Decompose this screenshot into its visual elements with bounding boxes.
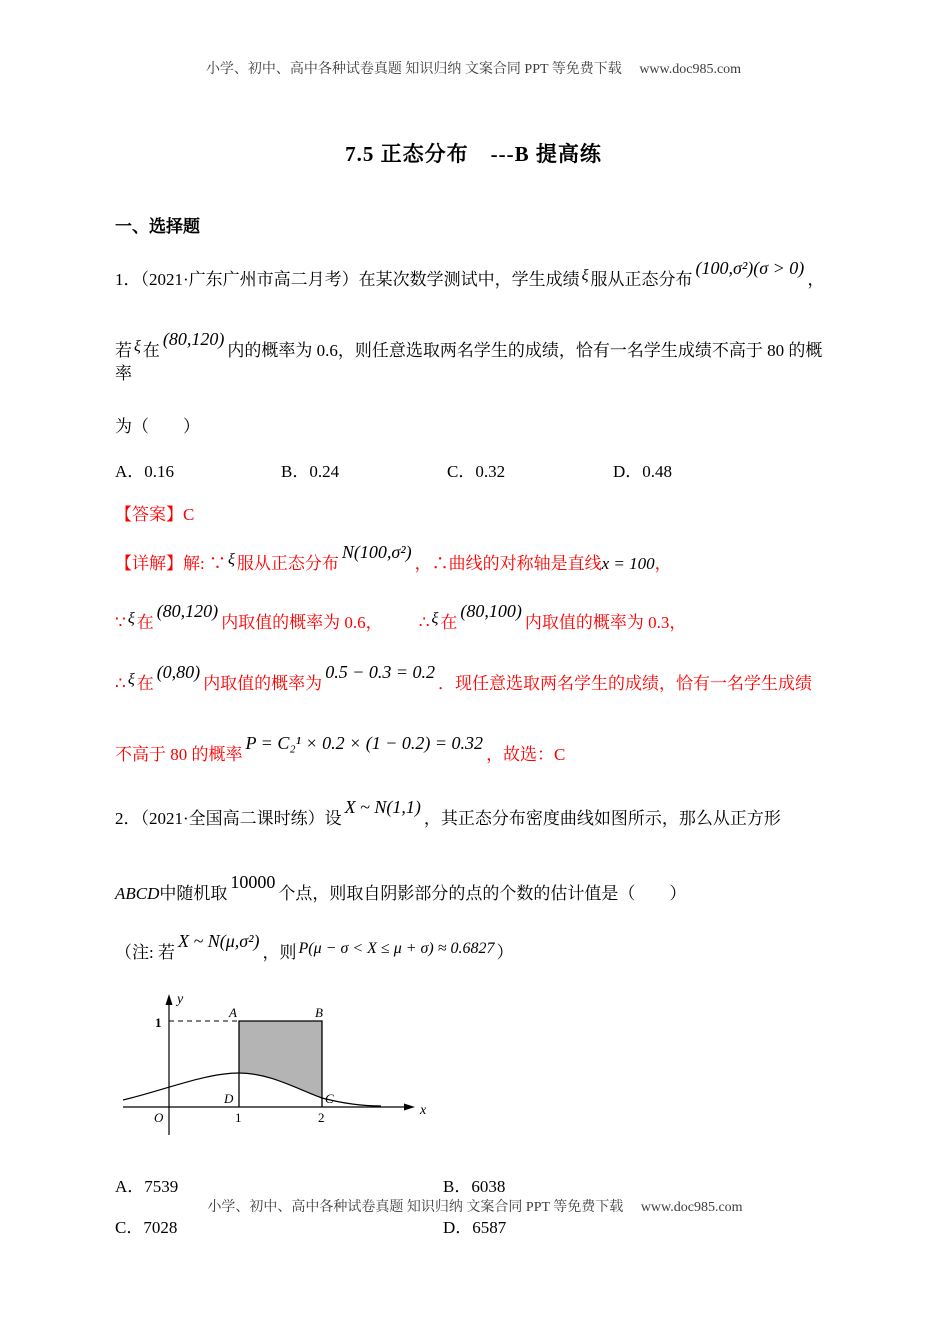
d3-therefore: ∴ <box>115 673 126 693</box>
d1-text-1: 服从正态分布 <box>236 553 339 573</box>
d2-xi-2: ξ <box>431 609 439 627</box>
d2-interval-2: (80,100) <box>460 600 522 621</box>
q1-option-c: C．0.32 <box>447 461 506 481</box>
q2-note-mid: ，则 <box>262 943 297 963</box>
d2-xi-1: ξ <box>127 609 135 627</box>
answer-value: C <box>183 504 195 524</box>
d4-text-2: ，故选：C <box>486 744 566 764</box>
x-tick-1: 1 <box>235 1110 242 1126</box>
density-curve <box>123 1073 381 1106</box>
d3-text-1: 内取值的概率为 <box>203 673 323 693</box>
d1-text-3: ， <box>654 553 672 573</box>
q2-abcd: ABCD <box>115 884 160 904</box>
d3-interval: (0,80) <box>156 661 201 682</box>
d4-text-1: 不高于 80 的概率 <box>115 744 243 764</box>
detail-tag: 【详解】解: ∵ <box>115 553 226 573</box>
q2-option-a: A．7539 <box>115 1177 179 1197</box>
q1-cond-xi: ξ <box>134 337 141 355</box>
q1-intro-text: 1．（2021·广东广州市高二月考）在某次数学测试中，学生成绩 <box>115 270 580 289</box>
q1-answer-line <box>115 504 832 527</box>
q2-note-pre: （注: 若 <box>115 943 175 963</box>
normal-curve-svg <box>117 989 427 1141</box>
question-1-intro <box>115 258 832 292</box>
d2-text-2: 内取值的概率为 0.3， <box>524 612 687 632</box>
question-2-line-2 <box>115 872 832 906</box>
q2-intro-rest: ，其正态分布密度曲线如图所示，那么从正方形 <box>423 809 781 829</box>
q2-distribution-formula: X ~ N(1,1) <box>344 797 421 818</box>
page-header <box>115 58 832 78</box>
d2-zai-2: 在 <box>440 612 458 632</box>
d1-xi: ξ <box>227 550 235 568</box>
d2-because: ∵ <box>115 612 126 632</box>
x-axis-label: x <box>420 1103 427 1119</box>
point-b-label: B <box>315 1005 323 1021</box>
q1-detail-line-4 <box>115 732 832 767</box>
answer-label: 【答案】 <box>115 504 183 524</box>
y-tick-1: 1 <box>155 1015 162 1031</box>
q2-options-row-2 <box>115 1213 832 1238</box>
x-tick-2: 2 <box>318 1110 325 1126</box>
y-axis-arrow <box>166 994 173 1005</box>
d2-text-1: 内取值的概率为 0.6， <box>221 612 383 632</box>
q1-option-d: D．0.48 <box>613 461 673 481</box>
q2-intro-pre: 2．（2021·全国高二课时练）设 <box>115 809 342 829</box>
q1-option-a: A．0.16 <box>115 461 175 481</box>
q1-xi-symbol: ξ <box>581 267 589 284</box>
d2-interval-1: (80,120) <box>156 600 219 621</box>
d4-formula: P = C₂¹ × 0.2 × (1 − 0.2) = 0.32 <box>245 732 484 753</box>
q2-sample-count: 10000 <box>230 872 276 893</box>
q1-detail-line-3 <box>115 661 832 696</box>
d1-text-2: ，∴曲线的对称轴是直线 <box>414 553 602 573</box>
x-axis-arrow <box>404 1104 415 1111</box>
section-heading: 一、选择题 <box>115 217 200 236</box>
question-1-condition <box>115 328 832 386</box>
q2-note-end: ） <box>496 943 514 963</box>
d3-formula: 0.5 − 0.3 = 0.2 <box>325 661 435 682</box>
page-footer <box>0 1196 950 1216</box>
d1-formula-1: N(100,σ²) <box>341 541 412 562</box>
q2-line2-rest: 个点，则取自阴影部分的点的个数的估计值是（ ） <box>278 884 687 904</box>
point-d-label: D <box>224 1091 234 1107</box>
q2-note-formula-2: P(μ − σ < X ≤ μ + σ) ≈ 0.6827 <box>298 940 495 958</box>
q1-cond-ruo: 若 <box>115 340 132 360</box>
header-site-link[interactable]: www.doc985.com <box>639 62 742 77</box>
normal-curve-figure <box>117 989 832 1146</box>
q1-cond-zai: 在 <box>142 340 160 360</box>
q1-cond-rest: 内的概率为 0.6，则任意选取两名学生的成绩，恰有一名学生成绩不高于 80 的概率 <box>115 340 823 383</box>
origin-label: O <box>154 1110 164 1126</box>
document-title: 7.5 正态分布 ---B 提高练 <box>345 142 602 166</box>
q2-option-d: D．6587 <box>443 1218 507 1238</box>
y-axis-label: y <box>177 992 184 1008</box>
q1-cond-interval: (80,120) <box>162 328 225 349</box>
q1-option-b: B．0.24 <box>281 461 340 481</box>
q2-option-c: C．7028 <box>115 1218 178 1238</box>
q2-option-b: B．6038 <box>443 1177 506 1197</box>
d2-zai-1: 在 <box>136 612 154 632</box>
point-c-label: C <box>325 1091 334 1107</box>
header-text: 小学、初中、高中各种试卷真题 知识归纳 文案合同 PPT 等免费下载 <box>205 62 622 77</box>
d1-formula-2: x = 100 <box>601 553 655 573</box>
footer-site-link[interactable]: www.doc985.com <box>640 1200 743 1215</box>
d2-therefore: ∴ <box>418 612 430 632</box>
q2-note-formula-1: X ~ N(μ,σ²) <box>177 931 260 952</box>
q2-options-row-1 <box>115 1172 832 1197</box>
point-a-label: A <box>229 1005 237 1021</box>
question-1-options <box>115 457 832 482</box>
q1-intro-comma: ， <box>807 270 825 289</box>
q1-detail-line-1 <box>115 541 832 576</box>
q1-distribution-formula: (100,σ²)(σ > 0) <box>695 258 805 278</box>
question-2-note <box>115 931 832 965</box>
question-2-intro <box>115 797 832 831</box>
question-1-tail: 为（ ） <box>115 416 200 436</box>
shaded-region <box>239 1021 322 1098</box>
footer-text: 小学、初中、高中各种试卷真题 知识归纳 文案合同 PPT 等免费下载 <box>207 1200 624 1215</box>
d3-text-2: ．现任意选取两名学生的成绩，恰有一名学生成绩 <box>437 673 812 693</box>
q1-intro-mid: 服从正态分布 <box>590 270 693 289</box>
d3-xi: ξ <box>127 670 135 688</box>
q1-detail-line-2 <box>115 600 832 635</box>
q2-line2-mid: 中随机取 <box>159 884 228 904</box>
d3-zai: 在 <box>136 673 154 693</box>
